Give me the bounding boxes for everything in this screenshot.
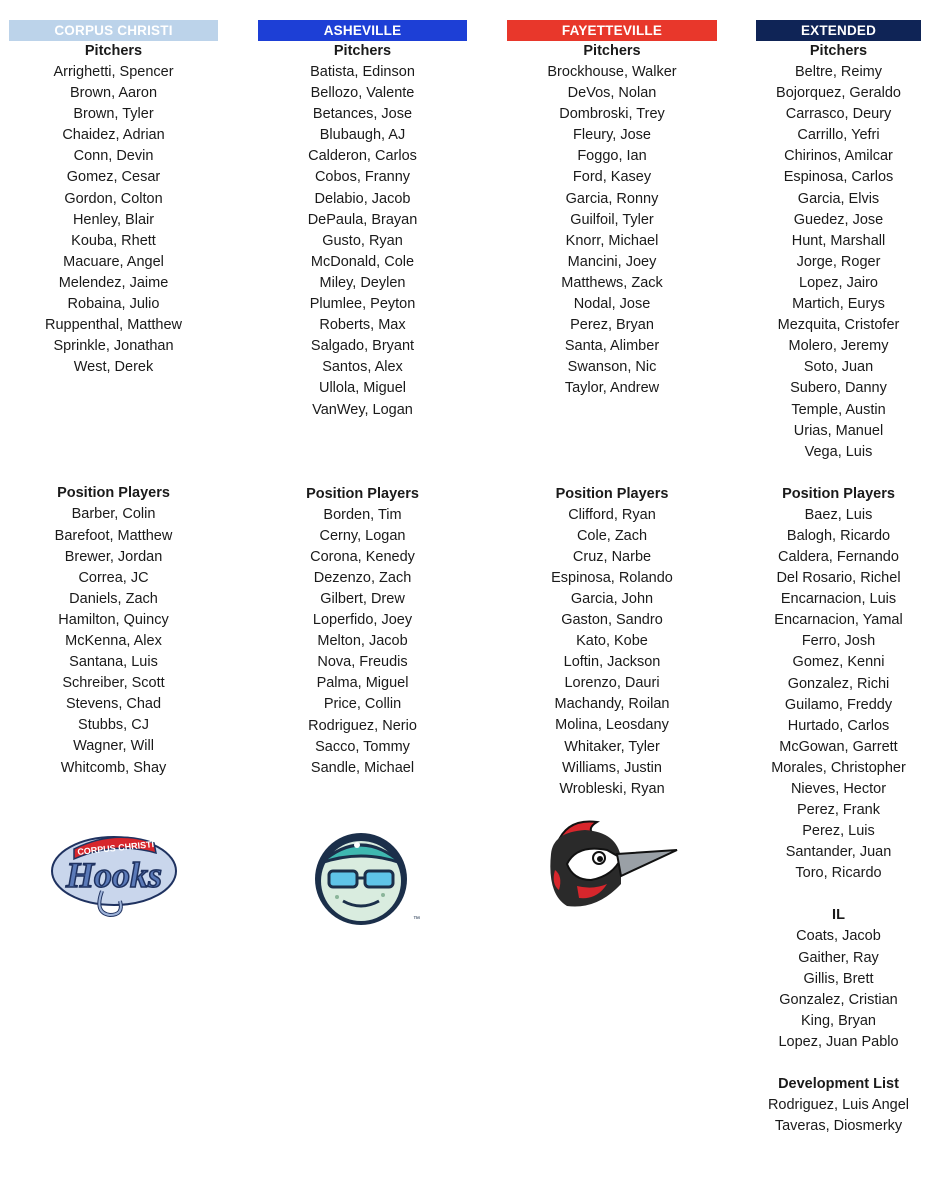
player-name: Williams, Justin [562,759,662,776]
player-name: Beltre, Reimy [794,64,883,80]
player-name: DeVos, Nolan [567,85,657,102]
player-name: Chirinos, Amilcar [784,148,893,165]
player-name: Subero, Danny [790,380,887,397]
logo-top-text: CORPUS CHRISTI [76,838,155,857]
player-name: Guedez, Jose [793,211,884,228]
trademark-mark: ™ [412,915,420,923]
player-name: Gonzalez, Richi [787,675,890,692]
pitchers-list [507,62,717,400]
player-name: Henley, Blair [72,211,155,228]
team-header-corpus-christi: CORPUS CHRISTI [9,20,218,41]
section-title-pitchers: Pitchers [333,43,392,59]
player-name: Perez, Luis [802,823,875,840]
player-name: Lorenzo, Dauri [564,675,660,692]
asheville-tourists-logo [303,823,423,928]
player-name: Brewer, Jordan [64,548,163,565]
player-name: Hurtado, Carlos [787,717,890,734]
player-name: Gomez, Kenni [792,654,885,671]
player-name: Sprinkle, Jonathan [53,338,174,355]
player-name: Toro, Ricardo [795,865,882,882]
section-title-il: IL [832,907,845,924]
player-name: Balogh, Ricardo [786,527,891,544]
player-name: Santander, Juan [785,844,892,861]
player-name: Rodriguez, Nerio [308,717,417,734]
player-name: Miley, Deylen [319,274,406,291]
player-name: Mezquita, Cristofer [777,317,900,334]
player-name: Stevens, Chad [65,696,162,713]
player-name: Betances, Jose [312,106,413,123]
player-name: Perez, Frank [797,802,880,819]
player-name: Carrasco, Deury [785,106,892,123]
player-name: Martich, Eurys [792,296,885,313]
player-name: Sacco, Tommy [315,738,410,755]
player-name: McGowan, Garrett [779,738,898,755]
player-name: Swanson, Nic [567,359,657,376]
player-name: Urias, Manuel [793,422,884,439]
player-name: Brown, Tyler [73,106,154,123]
player-name: Loftin, Jackson [563,654,661,671]
player-name: Garcia, Ronny [565,190,659,207]
player-name: Taylor, Andrew [564,380,660,397]
player-name: Molero, Jeremy [788,338,889,355]
player-name: Cole, Zach [576,527,648,544]
player-name: Loperfido, Joey [312,612,413,629]
player-name: Cerny, Logan [319,527,406,544]
player-name: Dezenzo, Zach [313,569,412,586]
player-name: Borden, Tim [323,506,402,523]
position-players-list [9,504,218,778]
corpus-christi-hooks-logo [44,819,184,919]
player-name: Bellozo, Valente [310,85,415,102]
player-name: Encarnacion, Luis [780,591,897,608]
player-name: Conn, Devin [73,148,154,165]
player-name: Lopez, Juan Pablo [778,1033,899,1050]
fayetteville-woodpeckers-logo [537,814,687,914]
player-name: Ferro, Josh [801,633,876,650]
player-name: Daniels, Zach [69,590,158,607]
player-name: Espinosa, Carlos [783,169,894,186]
player-name: Kato, Kobe [576,633,648,650]
player-name: Schreiber, Scott [62,675,165,692]
player-name: Clifford, Ryan [568,506,656,523]
player-name: Macuare, Angel [63,253,164,270]
player-name: Whitaker, Tyler [564,738,660,755]
section-title-pitchers: Pitchers [809,43,868,59]
player-name: Price, Collin [323,696,402,713]
player-name: Ullola, Miguel [318,380,407,397]
player-name: Blubaugh, AJ [319,127,406,144]
player-name: Nova, Freudis [317,654,408,671]
player-name: Gordon, Colton [64,190,163,207]
player-name: Hamilton, Quincy [58,611,169,628]
player-name: Wrobleski, Ryan [559,780,665,797]
team-header-asheville: ASHEVILLE [258,20,467,41]
player-name: Brown, Aaron [69,85,158,102]
player-name: Encarnacion, Yamal [774,612,903,629]
section-title-pitchers: Pitchers [84,43,143,59]
player-name: Robaina, Julio [67,296,160,313]
player-name: Ford, Kasey [572,169,652,186]
section-title-position-players: Position Players [782,485,895,502]
player-name: McKenna, Alex [65,632,162,649]
player-name: Guilfoil, Tyler [570,211,654,228]
section-title-position-players: Position Players [57,485,170,502]
player-name: Hunt, Marshall [791,232,886,249]
player-name: Lopez, Jairo [799,274,878,291]
position-players-list [507,505,717,800]
player-name: McDonald, Cole [310,253,415,270]
player-name: Brockhouse, Walker [547,64,677,80]
player-name: Arrighetti, Spencer [53,64,174,80]
player-name: Nieves, Hector [790,781,887,797]
player-name: Gilbert, Drew [320,590,405,607]
player-name: Bojorquez, Geraldo [776,85,901,102]
player-name: Calderon, Carlos [308,148,417,165]
player-name: West, Derek [73,359,154,376]
pitchers-list [258,62,467,421]
player-name: Taveras, Diosmerky [774,1118,903,1135]
player-name: Matthews, Zack [561,274,663,291]
player-name: Jorge, Roger [796,253,881,270]
section-title-development-list: Development List [778,1076,899,1093]
player-name: Gomez, Cesar [66,169,161,186]
player-name: Soto, Juan [803,359,874,376]
player-name: Espinosa, Rolando [551,569,673,586]
player-name: Temple, Austin [791,401,886,418]
player-name: VanWey, Logan [312,401,413,418]
player-name: Barefoot, Matthew [54,527,173,544]
player-name: Roberts, Max [319,317,406,334]
position-players-list [756,505,921,885]
player-name: Dombroski, Trey [559,106,665,123]
player-name: Foggo, Ian [577,148,647,165]
player-name: Mancini, Joey [567,253,657,270]
section-title-position-players: Position Players [306,485,419,502]
player-name: Ruppenthal, Matthew [44,317,183,334]
pitchers-list [756,62,921,463]
player-name: Machandy, Roilan [554,696,670,713]
player-name: Batista, Edinson [310,64,415,80]
player-name: Correa, JC [78,569,149,586]
section-title-position-players: Position Players [555,485,669,502]
player-name: Perez, Bryan [570,317,654,334]
player-name: Sandle, Michael [310,759,415,776]
logo-main-text: Hooks [65,854,162,895]
player-name: Gusto, Ryan [322,232,403,249]
development-list [756,1095,921,1137]
pitchers-list [9,62,218,378]
player-name: Barber, Colin [71,506,156,523]
player-name: Nodal, Jose [573,296,651,313]
player-name: Santa, Alimber [564,338,660,355]
player-name: Guilamo, Freddy [784,696,893,713]
player-name: Corona, Kenedy [310,548,415,565]
player-name: Knorr, Michael [565,232,659,249]
team-header-extended: EXTENDED [756,20,921,41]
player-name: Garcia, Elvis [797,190,880,207]
player-name: Del Rosario, Richel [776,570,901,587]
player-name: Vega, Luis [804,443,873,460]
player-name: Wagner, Will [73,738,154,755]
player-name: Salgado, Bryant [310,338,415,355]
player-name: Melton, Jacob [317,633,408,650]
team-column-asheville [258,20,467,928]
player-name: Chaidez, Adrian [62,127,165,144]
section-title-pitchers: Pitchers [583,43,641,59]
player-name: Whitcomb, Shay [60,759,167,776]
player-name: Gaston, Sandro [561,611,663,628]
team-column-fayetteville [507,20,717,914]
team-column-corpus-christi [9,20,218,919]
player-name: Baez, Luis [804,506,873,523]
player-name: Melendez, Jaime [58,274,169,291]
player-name: Coats, Jacob [796,928,881,945]
player-name: Gaither, Ray [798,949,879,966]
player-name: Garcia, John [570,590,654,607]
player-name: Morales, Christopher [771,759,906,776]
player-name: Gillis, Brett [803,970,874,987]
player-name: Santos, Alex [322,359,403,376]
player-name: Molina, Leosdany [555,717,669,734]
player-name: DePaula, Brayan [307,211,418,228]
player-name: Carrillo, Yefri [797,127,880,144]
player-name: Palma, Miguel [316,675,409,692]
player-name: Delabio, Jacob [314,190,411,207]
player-name: Rodriguez, Luis Angel [767,1097,910,1114]
player-name: Fleury, Jose [573,127,651,144]
il-list [756,926,921,1053]
player-name: Gonzalez, Cristian [779,991,898,1008]
player-name: Stubbs, CJ [78,717,149,734]
player-name: Caldera, Fernando [778,548,899,565]
player-name: Cobos, Franny [314,169,411,186]
team-column-extended [756,20,921,1137]
position-players-list [258,505,467,779]
player-name: Plumlee, Peyton [309,296,416,313]
player-name: Santana, Luis [69,654,158,671]
player-name: King, Bryan [801,1012,876,1029]
player-name: Kouba, Rhett [71,232,156,249]
player-name: Cruz, Narbe [572,548,652,565]
team-header-fayetteville: FAYETTEVILLE [507,20,717,41]
